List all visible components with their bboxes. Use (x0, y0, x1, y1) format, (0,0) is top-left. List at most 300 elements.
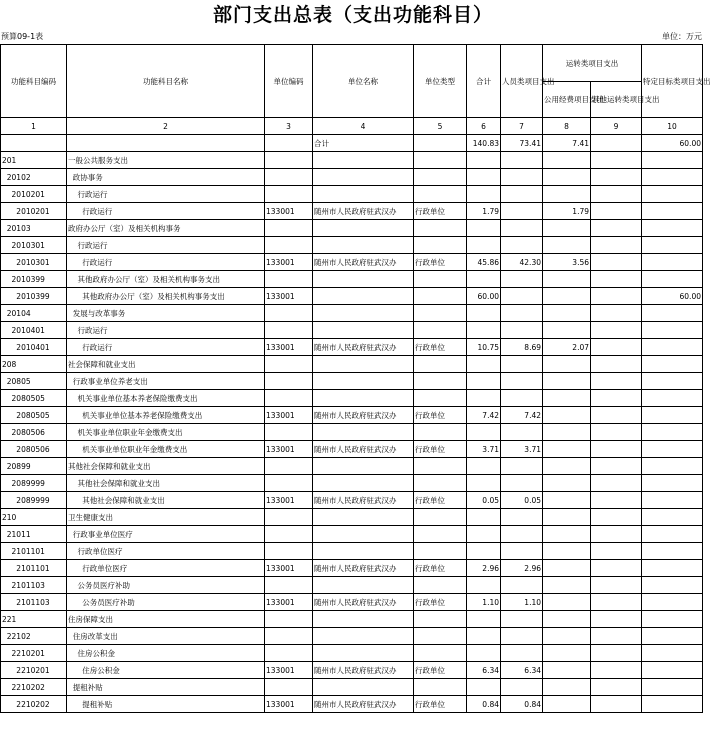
cell-other-operating (591, 390, 642, 407)
cell-unit-name (313, 679, 414, 696)
cell-unit-name (313, 186, 414, 203)
table-row (1, 390, 703, 407)
cell-public-funds (543, 458, 591, 475)
cell-unit-code (265, 271, 313, 288)
cell-unit-name (313, 645, 414, 662)
table-row (1, 475, 703, 492)
cell-total (467, 152, 501, 169)
cell-personnel: 7.42 (501, 407, 543, 424)
cell-unit-type (414, 679, 467, 696)
table-row (1, 152, 703, 169)
cell-special (642, 254, 703, 271)
cell-total (467, 220, 501, 237)
cell-unit-type (414, 611, 467, 628)
cell-func-code: 2010201 (1, 203, 67, 220)
cell-func-name: 一般公共服务支出 (67, 152, 265, 169)
cell-unit-code (265, 577, 313, 594)
cell-func-code: 2080506 (1, 424, 67, 441)
header-total: 合计 (467, 45, 501, 118)
cell-personnel (501, 237, 543, 254)
cell-total (467, 237, 501, 254)
cell-total: 6.34 (467, 662, 501, 679)
cell-total (467, 424, 501, 441)
cell-other-operating (591, 645, 642, 662)
cell-personnel (501, 152, 543, 169)
cell-personnel (501, 356, 543, 373)
cell-special (642, 645, 703, 662)
cell-unit-code: 133001 (265, 662, 313, 679)
cell-unit-code: 133001 (265, 441, 313, 458)
cell-func-name: 政协事务 (67, 169, 265, 186)
cell-func-code: 20899 (1, 458, 67, 475)
cell-unit-name (313, 577, 414, 594)
cell-unit-name (313, 390, 414, 407)
cell-unit-type: 行政单位 (414, 594, 467, 611)
table-row (1, 492, 703, 509)
cell-func-name: 政府办公厅（室）及相关机构事务 (67, 220, 265, 237)
cell-special (642, 390, 703, 407)
cell-func-name: 其他政府办公厅（室）及相关机构事务支出 (67, 288, 265, 305)
cell-personnel (501, 628, 543, 645)
cell-unit-type: 行政单位 (414, 441, 467, 458)
cell-total (467, 169, 501, 186)
cell-public-funds (543, 526, 591, 543)
col-index: 5 (414, 118, 467, 135)
cell-personnel (501, 577, 543, 594)
cell-special (642, 203, 703, 220)
cell-public-funds (543, 611, 591, 628)
cell-unit-code: 133001 (265, 288, 313, 305)
cell-public-funds (543, 492, 591, 509)
cell-func-code: 2210201 (1, 645, 67, 662)
cell-total (467, 373, 501, 390)
cell-func-code: 2210202 (1, 679, 67, 696)
cell-special (642, 373, 703, 390)
table-row (1, 611, 703, 628)
cell-public-funds (543, 390, 591, 407)
cell-unit-name (313, 356, 414, 373)
table-row (1, 203, 703, 220)
cell-func-code: 2010301 (1, 254, 67, 271)
cell-personnel: 3.71 (501, 441, 543, 458)
cell-personnel: 73.41 (501, 135, 543, 152)
cell-other-operating (591, 305, 642, 322)
cell-unit-name (313, 305, 414, 322)
cell-personnel (501, 220, 543, 237)
cell-public-funds (543, 441, 591, 458)
cell-special (642, 322, 703, 339)
cell-personnel (501, 271, 543, 288)
cell-func-code (1, 135, 67, 152)
cell-public-funds (543, 288, 591, 305)
cell-unit-code (265, 305, 313, 322)
cell-special (642, 407, 703, 424)
table-row (1, 356, 703, 373)
cell-unit-code (265, 679, 313, 696)
cell-func-name: 住房公积金 (67, 662, 265, 679)
cell-unit-code (265, 322, 313, 339)
cell-unit-code (265, 526, 313, 543)
cell-personnel (501, 645, 543, 662)
cell-special (642, 696, 703, 713)
cell-other-operating (591, 254, 642, 271)
cell-special (642, 186, 703, 203)
cell-unit-type (414, 645, 467, 662)
table-row (1, 509, 703, 526)
cell-personnel (501, 169, 543, 186)
cell-other-operating (591, 407, 642, 424)
cell-total (467, 611, 501, 628)
cell-total (467, 186, 501, 203)
cell-unit-type (414, 356, 467, 373)
header-unit-name: 单位名称 (313, 45, 414, 118)
cell-unit-type (414, 288, 467, 305)
cell-public-funds (543, 305, 591, 322)
cell-func-name: 行政运行 (67, 254, 265, 271)
header-unit-type: 单位类型 (414, 45, 467, 118)
cell-unit-name (313, 611, 414, 628)
cell-other-operating (591, 526, 642, 543)
table-row (1, 543, 703, 560)
cell-public-funds (543, 475, 591, 492)
table-row (1, 458, 703, 475)
cell-special (642, 662, 703, 679)
cell-unit-type (414, 475, 467, 492)
cell-other-operating (591, 322, 642, 339)
cell-special (642, 220, 703, 237)
table-row (1, 679, 703, 696)
cell-total (467, 475, 501, 492)
cell-unit-name: 随州市人民政府驻武汉办 (313, 203, 414, 220)
table-row (1, 220, 703, 237)
unit-label: 单位：万元 (662, 32, 702, 41)
cell-unit-name (313, 288, 414, 305)
cell-unit-type: 行政单位 (414, 560, 467, 577)
header-personnel: 人员类项目支出 (501, 45, 543, 118)
cell-unit-name: 随州市人民政府驻武汉办 (313, 594, 414, 611)
table-row (1, 271, 703, 288)
cell-special (642, 679, 703, 696)
cell-total: 10.75 (467, 339, 501, 356)
cell-public-funds: 1.79 (543, 203, 591, 220)
cell-total: 2.96 (467, 560, 501, 577)
cell-func-code: 2010401 (1, 322, 67, 339)
col-index: 8 (543, 118, 591, 135)
cell-unit-type (414, 152, 467, 169)
cell-func-name: 其他社会保障和就业支出 (67, 458, 265, 475)
cell-other-operating (591, 577, 642, 594)
cell-other-operating (591, 696, 642, 713)
cell-personnel (501, 186, 543, 203)
cell-other-operating (591, 152, 642, 169)
cell-total (467, 577, 501, 594)
cell-special (642, 271, 703, 288)
cell-func-code: 2010399 (1, 271, 67, 288)
cell-other-operating (591, 424, 642, 441)
cell-func-code: 20103 (1, 220, 67, 237)
cell-special (642, 628, 703, 645)
table-row (1, 696, 703, 713)
cell-personnel: 6.34 (501, 662, 543, 679)
cell-unit-code: 133001 (265, 492, 313, 509)
cell-special (642, 237, 703, 254)
cell-func-code: 2010399 (1, 288, 67, 305)
cell-public-funds (543, 543, 591, 560)
cell-special (642, 441, 703, 458)
cell-unit-type (414, 237, 467, 254)
cell-func-name: 社会保障和就业支出 (67, 356, 265, 373)
header-special: 特定目标类项目支出 (642, 45, 703, 118)
cell-special (642, 509, 703, 526)
cell-func-name: 卫生健康支出 (67, 509, 265, 526)
cell-unit-code (265, 169, 313, 186)
cell-public-funds (543, 594, 591, 611)
cell-public-funds (543, 645, 591, 662)
cell-special (642, 543, 703, 560)
cell-unit-type (414, 543, 467, 560)
table-row (1, 305, 703, 322)
cell-unit-type (414, 424, 467, 441)
cell-total: 60.00 (467, 288, 501, 305)
cell-special (642, 560, 703, 577)
cell-func-name: 其他政府办公厅（室）及相关机构事务支出 (67, 271, 265, 288)
cell-public-funds (543, 356, 591, 373)
cell-func-code: 2089999 (1, 492, 67, 509)
cell-unit-name: 合计 (313, 135, 414, 152)
cell-other-operating (591, 203, 642, 220)
table-row (1, 594, 703, 611)
cell-public-funds (543, 169, 591, 186)
cell-other-operating (591, 288, 642, 305)
header-func-name: 功能科目名称 (67, 45, 265, 118)
cell-unit-type (414, 458, 467, 475)
expenditure-table (0, 44, 711, 713)
cell-total (467, 526, 501, 543)
cell-func-name: 提租补贴 (67, 696, 265, 713)
cell-func-code: 2101101 (1, 543, 67, 560)
col-index: 9 (591, 118, 642, 135)
table-row (1, 254, 703, 271)
cell-public-funds (543, 322, 591, 339)
cell-unit-type (414, 169, 467, 186)
cell-unit-name: 随州市人民政府驻武汉办 (313, 492, 414, 509)
cell-unit-type (414, 526, 467, 543)
cell-unit-code (265, 611, 313, 628)
cell-unit-name (313, 424, 414, 441)
cell-special (642, 356, 703, 373)
table-row (1, 186, 703, 203)
cell-other-operating (591, 186, 642, 203)
cell-special (642, 492, 703, 509)
cell-total (467, 305, 501, 322)
col-index: 10 (642, 118, 703, 135)
report-title: 部门支出总表（支出功能科目） (212, 4, 493, 26)
cell-unit-code (265, 628, 313, 645)
cell-personnel: 0.05 (501, 492, 543, 509)
cell-unit-type: 行政单位 (414, 492, 467, 509)
cell-unit-code (265, 390, 313, 407)
cell-other-operating (591, 560, 642, 577)
cell-func-code: 20104 (1, 305, 67, 322)
cell-unit-code (265, 135, 313, 152)
cell-public-funds (543, 577, 591, 594)
cell-func-name: 住房改革支出 (67, 628, 265, 645)
header-unit-code: 单位编码 (265, 45, 313, 118)
cell-unit-code (265, 645, 313, 662)
cell-other-operating (591, 492, 642, 509)
table-row (1, 662, 703, 679)
cell-func-name: 提租补贴 (67, 679, 265, 696)
cell-total (467, 458, 501, 475)
cell-total (467, 679, 501, 696)
cell-func-name: 公务员医疗补助 (67, 594, 265, 611)
cell-total: 7.42 (467, 407, 501, 424)
cell-special (642, 526, 703, 543)
cell-unit-name: 随州市人民政府驻武汉办 (313, 339, 414, 356)
cell-func-code: 2101101 (1, 560, 67, 577)
cell-other-operating (591, 135, 642, 152)
cell-total: 140.83 (467, 135, 501, 152)
cell-func-code: 201 (1, 152, 67, 169)
cell-public-funds (543, 373, 591, 390)
cell-func-name: 行政运行 (67, 186, 265, 203)
cell-other-operating (591, 441, 642, 458)
cell-total (467, 543, 501, 560)
cell-public-funds (543, 509, 591, 526)
table-row (1, 526, 703, 543)
cell-unit-type (414, 135, 467, 152)
cell-unit-code: 133001 (265, 339, 313, 356)
cell-unit-type (414, 220, 467, 237)
cell-func-code: 2010401 (1, 339, 67, 356)
cell-unit-type: 行政单位 (414, 407, 467, 424)
cell-func-name: 行政事业单位医疗 (67, 526, 265, 543)
cell-personnel: 1.10 (501, 594, 543, 611)
header-public-funds: 公用经费项目支出 (543, 82, 591, 118)
cell-total: 0.84 (467, 696, 501, 713)
cell-other-operating (591, 458, 642, 475)
cell-personnel (501, 288, 543, 305)
cell-unit-type (414, 271, 467, 288)
cell-other-operating (591, 679, 642, 696)
cell-unit-type: 行政单位 (414, 203, 467, 220)
cell-public-funds: 2.07 (543, 339, 591, 356)
cell-unit-name: 随州市人民政府驻武汉办 (313, 662, 414, 679)
cell-unit-code (265, 509, 313, 526)
cell-unit-code: 133001 (265, 594, 313, 611)
table-row (1, 441, 703, 458)
cell-other-operating (591, 356, 642, 373)
cell-other-operating (591, 594, 642, 611)
cell-other-operating (591, 339, 642, 356)
cell-total (467, 628, 501, 645)
header-other-operating: 其他运转类项目支出 (591, 82, 642, 118)
cell-personnel: 0.84 (501, 696, 543, 713)
cell-total: 0.05 (467, 492, 501, 509)
cell-func-code: 2210202 (1, 696, 67, 713)
cell-func-name: 住房保障支出 (67, 611, 265, 628)
cell-special (642, 577, 703, 594)
cell-special: 60.00 (642, 135, 703, 152)
cell-func-name: 行政运行 (67, 237, 265, 254)
table-row (1, 135, 703, 152)
cell-personnel: 42.30 (501, 254, 543, 271)
cell-unit-type (414, 305, 467, 322)
col-index: 1 (1, 118, 67, 135)
cell-public-funds (543, 220, 591, 237)
cell-total: 45.86 (467, 254, 501, 271)
cell-personnel (501, 424, 543, 441)
cell-unit-type (414, 186, 467, 203)
cell-func-code: 210 (1, 509, 67, 526)
cell-other-operating (591, 611, 642, 628)
cell-unit-code: 133001 (265, 254, 313, 271)
cell-unit-name (313, 543, 414, 560)
cell-func-name: 行政单位医疗 (67, 543, 265, 560)
cell-unit-name (313, 220, 414, 237)
cell-unit-type: 行政单位 (414, 696, 467, 713)
cell-total (467, 645, 501, 662)
cell-unit-name (313, 237, 414, 254)
cell-other-operating (591, 628, 642, 645)
table-row (1, 373, 703, 390)
table-row (1, 560, 703, 577)
cell-func-name: 机关事业单位基本养老保险缴费支出 (67, 407, 265, 424)
cell-public-funds (543, 679, 591, 696)
cell-func-name: 行政运行 (67, 322, 265, 339)
cell-func-code: 2010301 (1, 237, 67, 254)
cell-personnel (501, 526, 543, 543)
cell-special (642, 424, 703, 441)
cell-unit-code (265, 543, 313, 560)
cell-unit-name (313, 152, 414, 169)
cell-other-operating (591, 543, 642, 560)
table-row (1, 169, 703, 186)
cell-func-code: 2101103 (1, 577, 67, 594)
cell-public-funds (543, 186, 591, 203)
cell-func-code: 21011 (1, 526, 67, 543)
cell-other-operating (591, 662, 642, 679)
cell-unit-code (265, 356, 313, 373)
cell-unit-type (414, 373, 467, 390)
cell-unit-type (414, 628, 467, 645)
cell-personnel (501, 458, 543, 475)
cell-func-name: 机关事业单位职业年金缴费支出 (67, 424, 265, 441)
cell-personnel (501, 611, 543, 628)
cell-unit-type (414, 577, 467, 594)
cell-unit-code: 133001 (265, 407, 313, 424)
cell-special: 60.00 (642, 288, 703, 305)
cell-unit-type: 行政单位 (414, 662, 467, 679)
col-index: 6 (467, 118, 501, 135)
cell-func-name: 行政事业单位养老支出 (67, 373, 265, 390)
cell-func-code: 2089999 (1, 475, 67, 492)
cell-personnel (501, 203, 543, 220)
cell-func-name: 行政运行 (67, 203, 265, 220)
cell-func-name: 行政单位医疗 (67, 560, 265, 577)
cell-func-name: 其他社会保障和就业支出 (67, 475, 265, 492)
cell-unit-type: 行政单位 (414, 254, 467, 271)
cell-personnel: 8.69 (501, 339, 543, 356)
col-index: 7 (501, 118, 543, 135)
cell-func-name: 公务员医疗补助 (67, 577, 265, 594)
table-row (1, 628, 703, 645)
cell-total (467, 356, 501, 373)
cell-other-operating (591, 271, 642, 288)
cell-unit-type (414, 390, 467, 407)
cell-unit-name (313, 628, 414, 645)
cell-func-code: 2080505 (1, 390, 67, 407)
